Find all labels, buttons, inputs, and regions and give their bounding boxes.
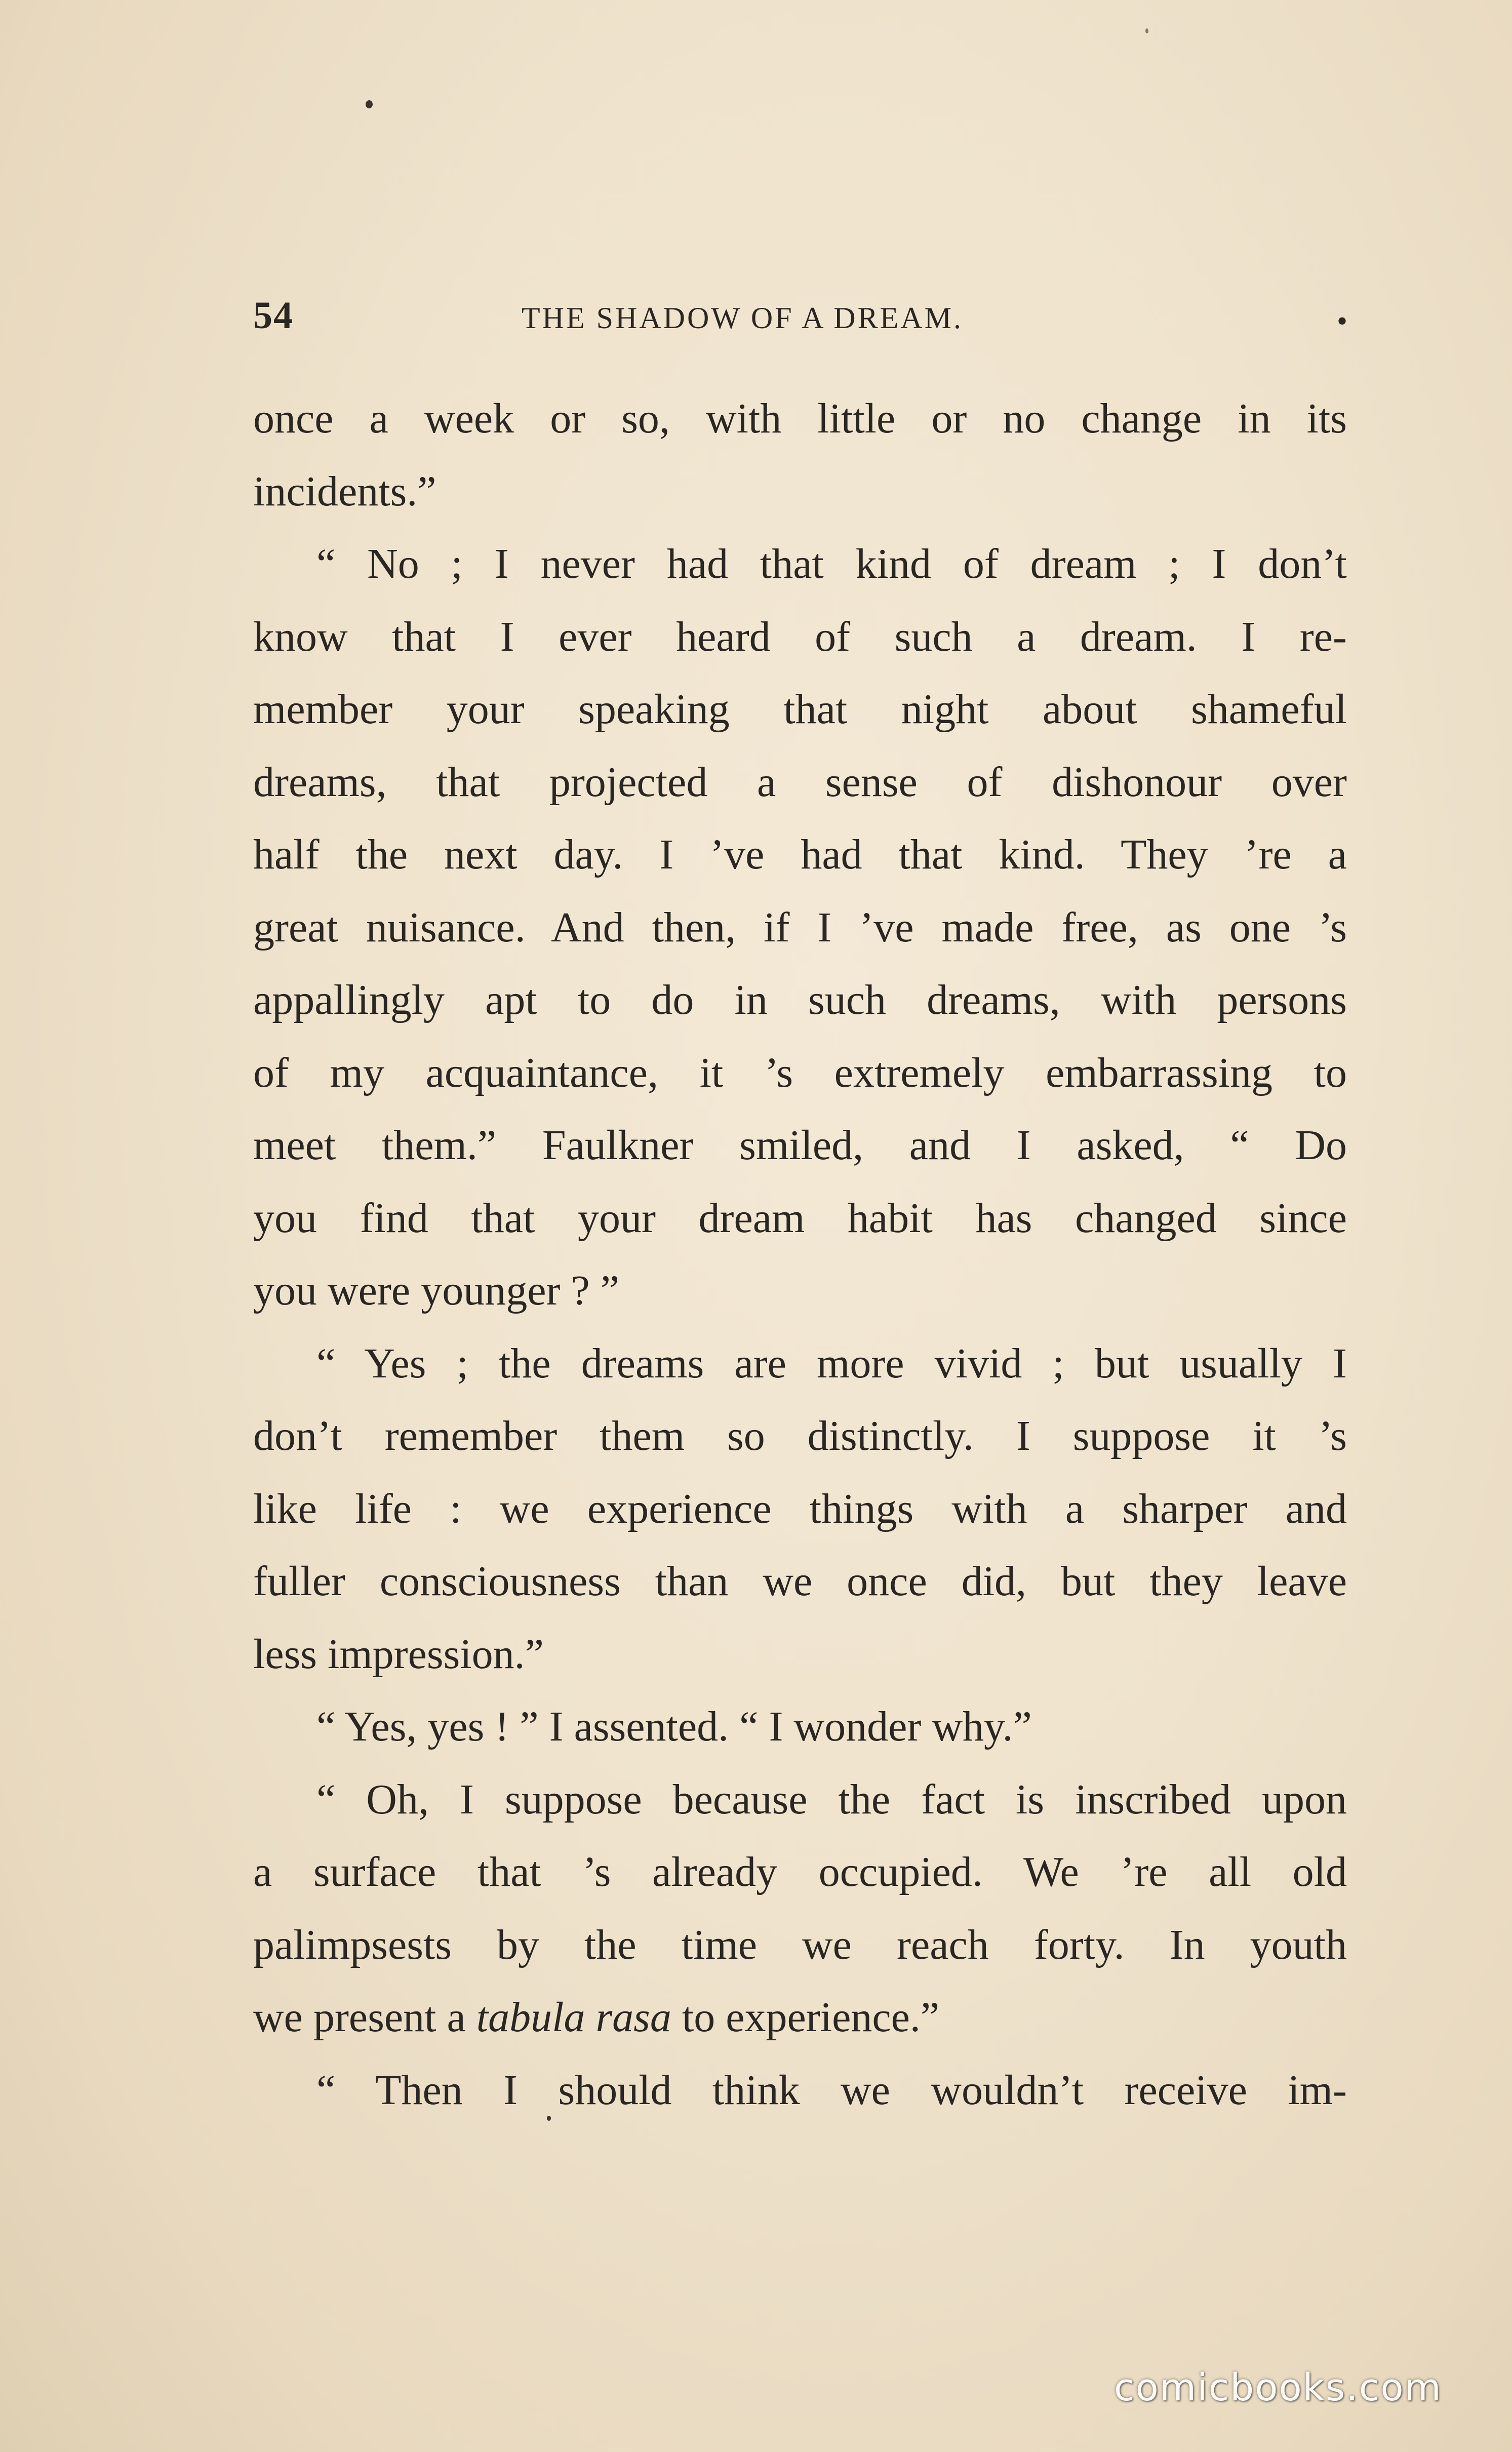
text-line: “ No ; I never had that kind of dream ; I don’t <box>316 540 1347 587</box>
text-line: less impression.” <box>253 1630 544 1678</box>
text-line: “ Yes, yes ! ” I assented. “ I wonder why.” <box>316 1703 1032 1750</box>
body-text <box>253 382 1347 2126</box>
text-line: half the next day. I ’ve had that kind. They ’re a <box>253 831 1347 878</box>
text-line: “ Then I should think we wouldn’t receive im- <box>316 2066 1347 2114</box>
text-line: incidents.” <box>253 467 436 515</box>
text-line: a surface that ’s already occupied. We ’re all old <box>253 1848 1347 1895</box>
text-line: great nuisance. And then, if I ’ve made free, as one ’s <box>253 903 1347 951</box>
text-run: to experience.” <box>671 1994 940 2041</box>
text-line: “ Oh, I suppose because the fact is inscribed upon <box>316 1775 1347 1823</box>
text-line: once a week or so, with little or no change in its <box>253 395 1347 442</box>
text-line: palimpsests by the time we reach forty. In youth <box>253 1921 1347 1968</box>
text-line: appallingly apt to do in such dreams, with persons <box>253 976 1347 1023</box>
text-line: you were younger ? ” <box>253 1267 620 1314</box>
header-mark: • <box>1337 304 1348 338</box>
watermark: comicbooks.com <box>1114 2366 1442 2409</box>
text-line: of my acquaintance, it ’s extremely embarrassing to <box>253 1049 1347 1096</box>
text-line: member your speaking that night about shameful <box>253 686 1347 733</box>
text-run: we present a <box>253 1994 476 2041</box>
text-line: you find that your dream habit has changed since <box>253 1194 1347 1242</box>
page-number: 54 <box>253 294 294 337</box>
italic-phrase: tabula rasa <box>476 1994 671 2041</box>
text-line: don’t remember them so distinctly. I suppose it ’s <box>253 1412 1347 1459</box>
text-line <box>253 1981 1347 2054</box>
text-line: fuller consciousness than we once did, but they leave <box>253 1558 1347 1605</box>
text-line: know that I ever heard of such a dream. I re- <box>253 613 1347 660</box>
text-line: meet them.” Faulkner smiled, and I asked, “ Do <box>253 1122 1347 1169</box>
running-title: THE SHADOW OF A DREAM. <box>522 301 963 335</box>
ink-speck <box>366 100 373 108</box>
text-line: like life : we experience things with a sharper and <box>253 1485 1347 1532</box>
text-line: “ Yes ; the dreams are more vivid ; but usually I <box>316 1339 1347 1387</box>
text-line: dreams, that projected a sense of dishonour over <box>253 758 1347 806</box>
ink-speck <box>1145 28 1148 33</box>
page-header <box>253 294 1347 349</box>
